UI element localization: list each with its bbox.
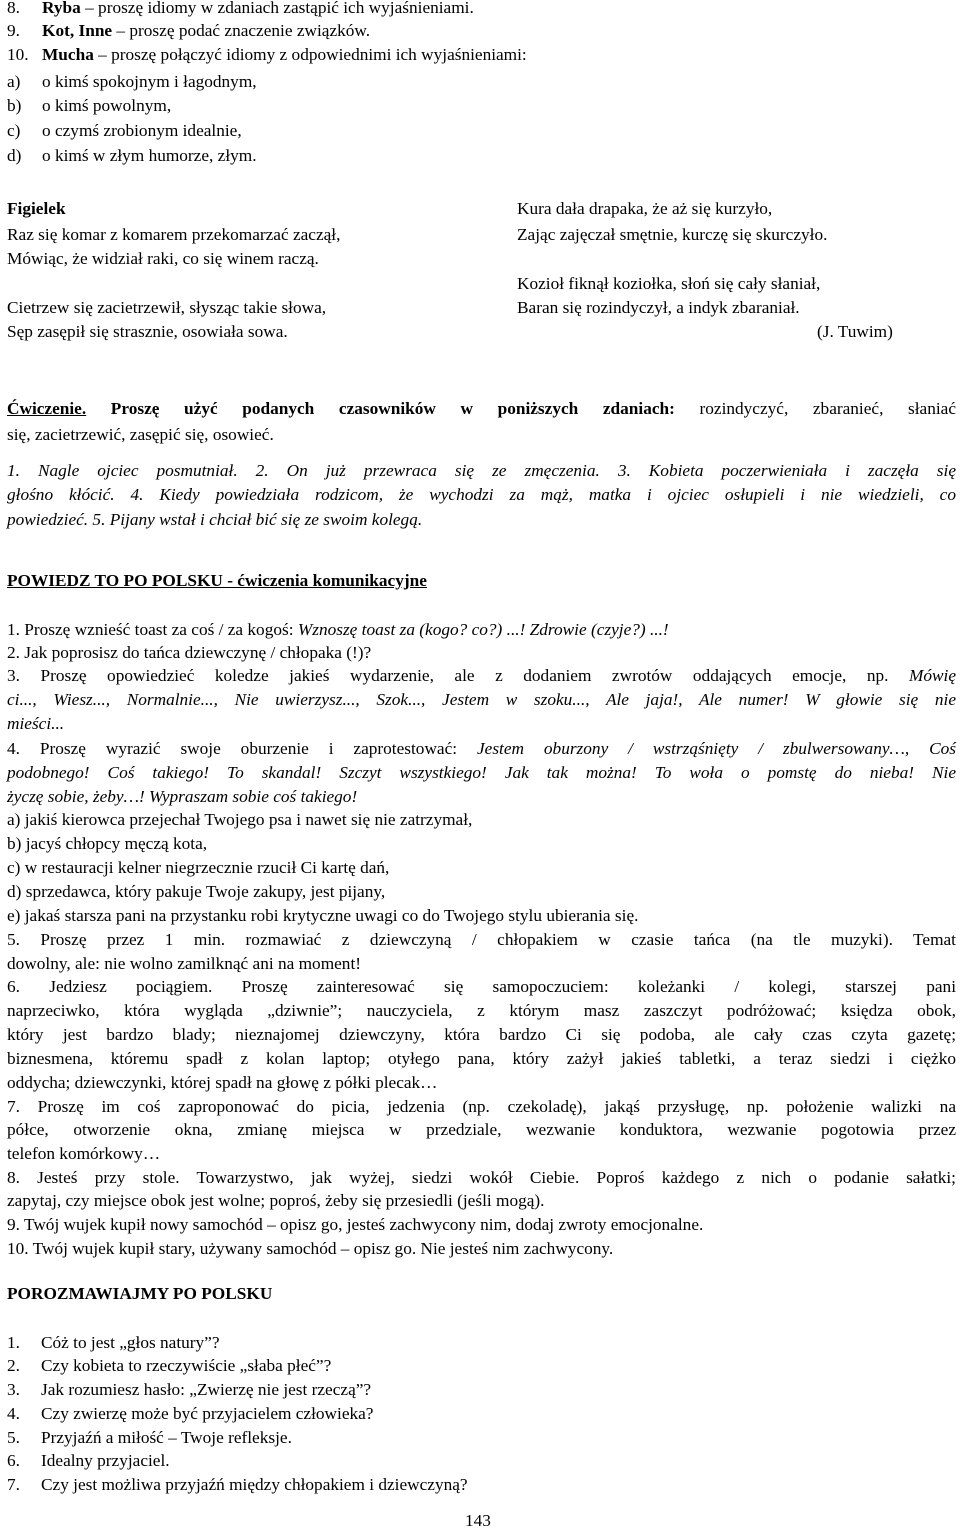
exercise-verbs: się, zacietrzewić, zasępić się, osowieć. xyxy=(7,425,274,444)
list-item-10: 10. Mucha – proszę połączyć idiomy z odpowiednimi ich wyjaśnieniami: xyxy=(7,45,527,64)
comm-sub-item: a) jakiś kierowca przejechał Twojego psa i nawet się nie zatrzymał, xyxy=(7,810,473,829)
comm-sub-item: b) jacyś chłopcy męczą kota, xyxy=(7,834,208,853)
poem-left-line: Cietrzew się zacietrzewił, słysząc takie słowa, xyxy=(7,298,327,317)
talk-item: 6. Idealny przyjaciel. xyxy=(7,1451,170,1470)
poem-right-line: Zając zajęczał smętnie, kurczę się skurczyło. xyxy=(517,225,828,244)
section-heading-talk: POROZMAWIAJMY PO POLSKU xyxy=(7,1284,273,1303)
comm-item-6: który jest bardzo blady; nieznajomej dziewczyny, która bardzo Ci się podoba, ale cały czas czyta gazetę; xyxy=(7,1025,956,1044)
comm-item-6: oddycha; dziewczynki, której spadł na głowę z półki plecak… xyxy=(7,1073,438,1092)
comm-item-6: naprzeciwko, która wygląda „dziwnie”; nauczyciela, z którym masz zaszczyt podróżować; księdza obok, xyxy=(7,1001,956,1020)
comm-item-9: 9. Twój wujek kupił nowy samochód – opisz go, jesteś zachwycony nim, dodaj zwroty emocjonalne. xyxy=(7,1215,704,1234)
comm-sub-item: e) jakaś starsza pani na przystanku robi krytyczne uwagi co do Twojego stylu ubierania się. xyxy=(7,906,639,925)
comm-item-5: 5. Proszę przez 1 min. rozmawiać z dziewczyną / chłopakiem w czasie tańca (na tle muzyki). Temat xyxy=(7,930,956,949)
comm-item-4: 4. Proszę wyrazić swoje oburzenie i zaprotestować: Jestem oburzony / wstrząśnięty / zbulwersowany…, Coś xyxy=(7,739,956,758)
page-number: 143 xyxy=(465,1511,491,1530)
exercise-sentences: głośno kłócić. 4. Kiedy powiedziała rodzicom, że wychodzi za mąż, matka i ojciec osłupieli i nie wiedzieli, co xyxy=(7,485,956,504)
comm-item-4: podobnego! Coś takiego! To skandal! Szczyt wszystkiego! Jak tak można! To woła o pomstę do nieba! Nie xyxy=(7,763,956,782)
comm-item-7: telefon komórkowy… xyxy=(7,1144,161,1163)
comm-item-6: 6. Jedziesz pociągiem. Proszę zainteresować się samopoczuciem: koleżanki / kolegi, starszej pani xyxy=(7,977,956,996)
comm-item-4: życzę sobie, żeby…! Wypraszam sobie coś takiego! xyxy=(7,787,358,806)
talk-item: 7. Czy jest możliwa przyjaźń między chłopakiem i dziewczyną? xyxy=(7,1475,468,1494)
poem-author: (J. Tuwim) xyxy=(817,322,893,341)
poem-left-line: Mówiąc, że widział raki, co się winem raczą. xyxy=(7,249,319,268)
comm-item-8: zapytaj, czy miejsce obok jest wolne; poproś, żeby się przesiedli (jeśli mogą). xyxy=(7,1191,545,1210)
sub-item-d: d) o kimś w złym humorze, złym. xyxy=(7,146,257,165)
comm-item-7: półce, otworzenie okna, zmianę miejsca w przedziale, wezwanie konduktora, wezwanie pogotowia przez xyxy=(7,1120,956,1139)
comm-item-5: dowolny, ale: nie wolno zamilknąć ani na moment! xyxy=(7,954,362,973)
comm-item-1: 1. Proszę wznieść toast za coś / za kogoś: Wznoszę toast za (kogo? co?) ...! Zdrowie (czyje?) ...! xyxy=(7,620,669,639)
comm-item-7: 7. Proszę im coś zaproponować do picia, jedzenia (np. czekoladę), jakąś przysługę, np. położenie walizki na xyxy=(7,1097,956,1116)
sub-item-b: b) o kimś powolnym, xyxy=(7,96,172,115)
poem-right-line: Kozioł fiknął koziołka, słoń się cały słaniał, xyxy=(517,274,821,293)
talk-item: 5. Przyjaźń a miłość – Twoje refleksje. xyxy=(7,1428,292,1447)
comm-sub-item: c) w restauracji kelner niegrzecznie rzucił Ci kartę dań, xyxy=(7,858,390,877)
poem-title: Figielek xyxy=(7,199,66,218)
talk-item: 2. Czy kobieta to rzeczywiście „słaba płeć”? xyxy=(7,1356,332,1375)
sub-item-a: a) o kimś spokojnym i łagodnym, xyxy=(7,72,257,91)
comm-item-3: mieści... xyxy=(7,714,65,733)
list-item-9: 9. Kot, Inne – proszę podać znaczenie związków. xyxy=(7,21,371,40)
sub-item-c: c) o czymś zrobionym idealnie, xyxy=(7,121,242,140)
exercise-sentences: 1. Nagle ojciec posmutniał. 2. On już przewraca się ze zmęczenia. 3. Kobieta poczerwieniała i zaczęła się xyxy=(7,461,956,480)
comm-item-8: 8. Jesteś przy stole. Towarzystwo, jak wyżej, siedzi wokół Ciebie. Poproś każdego z nich o podanie sałatki; xyxy=(7,1168,956,1187)
comm-item-2: 2. Jak poprosisz do tańca dziewczynę / chłopaka (!)? xyxy=(7,643,372,662)
comm-item-3: 3. Proszę opowiedzieć koledze jakieś wydarzenie, ale z dodaniem zwrotów oddających emocje, np. Mówię xyxy=(7,666,956,685)
poem-right-line: Kura dała drapaka, że aż się kurzyło, xyxy=(517,199,773,218)
section-heading-comm: POWIEDZ TO PO POLSKU - ćwiczenia komunikacyjne xyxy=(7,571,427,590)
list-item-8: 8. Ryba – proszę idiomy w zdaniach zastąpić ich wyjaśnieniami. xyxy=(7,0,474,17)
comm-item-10: 10. Twój wujek kupił stary, używany samochód – opisz go. Nie jesteś nim zachwycony. xyxy=(7,1239,614,1258)
poem-right-line: Baran się rozindyczył, a indyk zbaraniał. xyxy=(517,298,800,317)
poem-left-line: Raz się komar z komarem przekomarzać zaczął, xyxy=(7,225,341,244)
talk-item: 1. Cóż to jest „głos natury”? xyxy=(7,1333,220,1352)
poem-left-line: Sęp zasępił się strasznie, osowiała sowa. xyxy=(7,322,288,341)
talk-item: 3. Jak rozumiesz hasło: „Zwierzę nie jest rzeczą”? xyxy=(7,1380,372,1399)
exercise-instruction: Ćwiczenie. Proszę użyć podanych czasowników w poniższych zdaniach: rozindyczyć, zbaranieć, słaniać xyxy=(7,399,956,418)
comm-item-6: biznesmena, któremu spadł z kolan laptop; otyłego pana, który zażył jakieś tabletki, a teraz siedzi i ciężko xyxy=(7,1049,956,1068)
comm-sub-item: d) sprzedawca, który pakuje Twoje zakupy, jest pijany, xyxy=(7,882,386,901)
comm-item-3: ci..., Wiesz..., Normalnie..., Nie uwierzysz..., Szok..., Jestem w szoku..., Ale jaja!, Ale numer! W głowie się nie xyxy=(7,690,956,709)
exercise-sentences: powiedzieć. 5. Pijany wstał i chciał bić się ze swoim kolegą. xyxy=(7,510,423,529)
talk-item: 4. Czy zwierzę może być przyjacielem człowieka? xyxy=(7,1404,374,1423)
